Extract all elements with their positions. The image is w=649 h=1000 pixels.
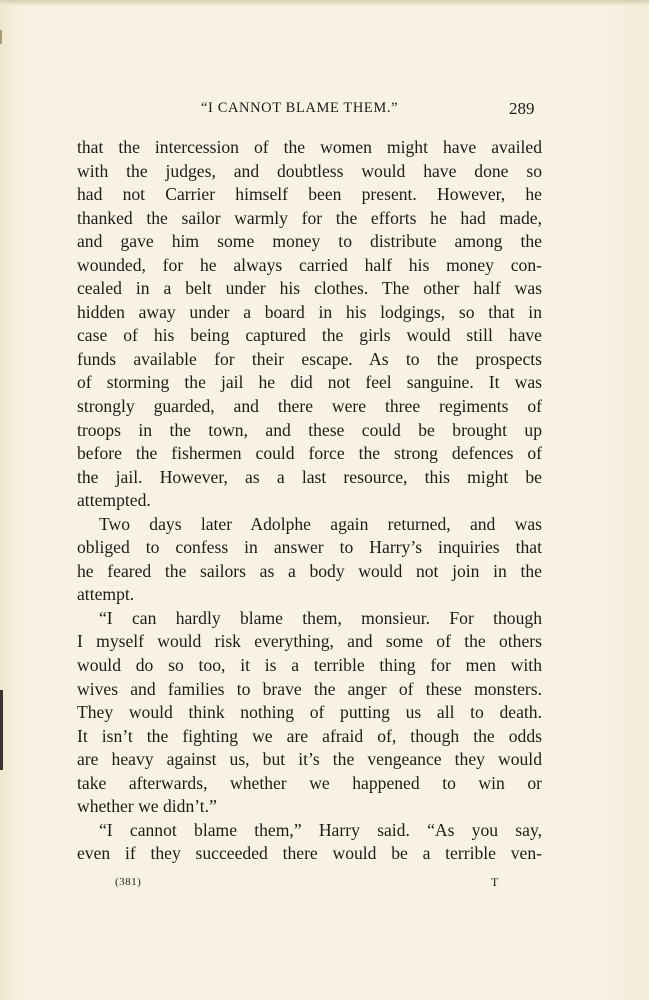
text-line: even if they succeeded there would be a terrible ven- <box>77 843 542 864</box>
text-line: case of his being captured the girls would still have <box>77 325 542 346</box>
text-line: obliged to confess in answer to Harry’s inquiries that <box>77 537 542 558</box>
text-line: would do so too, it is a terrible thing for men with <box>77 655 542 676</box>
text-line: take afterwards, whether we happened to win or <box>77 772 542 793</box>
spine-shadow-mark <box>0 690 3 770</box>
text-line: troops in the town, and these could be brought up <box>77 419 542 440</box>
running-head: “I CANNOT BLAME THEM.” <box>201 100 399 116</box>
text-line: he feared the sailors as a body would not join in the <box>77 560 542 581</box>
text-line: It isn’t the fighting we are afraid of, though the odds <box>77 725 542 746</box>
text-line: Two days later Adolphe again returned, and was <box>99 513 542 534</box>
text-line: funds available for their escape. As to the prospects <box>77 348 542 369</box>
text-line: attempted. <box>77 490 151 511</box>
text-line: that the intercession of the women might have availed <box>77 137 542 157</box>
text-line: I myself would risk everything, and some of the others <box>77 631 542 652</box>
text-line: wives and families to brave the anger of these monsters. <box>77 678 542 699</box>
text-line: whether we didn’t.” <box>77 796 217 817</box>
page-top-edge <box>0 0 649 6</box>
text-line: wounded, for he always carried half his money con- <box>77 254 542 275</box>
text-line: and gave him some money to distribute among the <box>77 231 542 252</box>
text-line: attempt. <box>77 584 135 605</box>
text-line: strongly guarded, and there were three regiments of <box>77 396 542 417</box>
text-line: had not Carrier himself been present. However, he <box>77 184 542 205</box>
text-line: before the fishermen could force the strong defences of <box>77 443 542 464</box>
text-line: hidden away under a board in his lodgings, so that in <box>77 301 542 322</box>
text-line: cealed in a belt under his clothes. The other half was <box>77 278 542 299</box>
printer-signature-letter: T <box>491 875 499 889</box>
text-line: They would think nothing of putting us all to death. <box>77 702 542 723</box>
printer-signature-number: (381) <box>115 876 142 888</box>
body-text <box>77 136 542 866</box>
text-line: the jail. However, as a last resource, this might be <box>77 466 542 487</box>
text-line: “I can hardly blame them, monsieur. For though <box>99 607 542 628</box>
text-line: of storming the jail he did not feel sanguine. It was <box>77 372 542 393</box>
text-line: are heavy against us, but it’s the vengeance they would <box>77 749 542 770</box>
text-line: thanked the sailor warmly for the efforts he had made, <box>77 207 542 228</box>
page-number: 289 <box>509 99 535 118</box>
text-line: “I cannot blame them,” Harry said. “As you say, <box>99 819 542 840</box>
spine-shadow-mark <box>0 30 2 44</box>
text-line: with the judges, and doubtless would have done so <box>77 160 542 181</box>
